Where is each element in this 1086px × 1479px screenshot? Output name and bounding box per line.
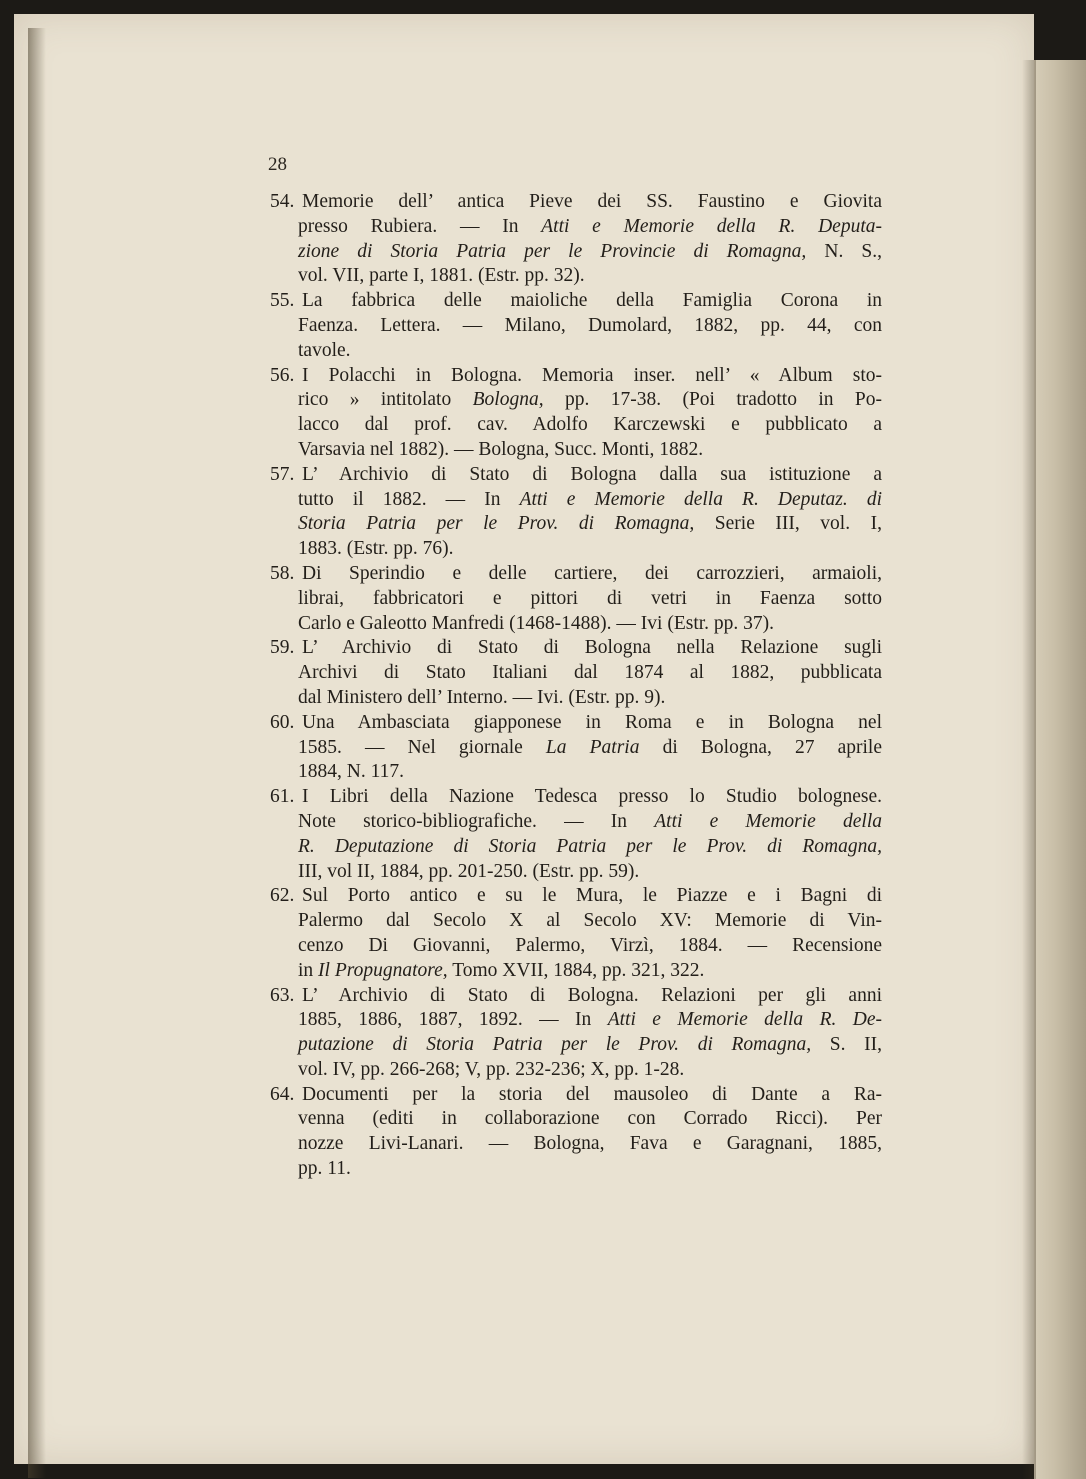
binding-shadow <box>28 28 46 1478</box>
entry-line: 1585. — Nel giornale La Patria di Bologna, 27 aprile <box>298 736 882 758</box>
entry-line: in Il Propugnatore, Tomo XVII, 1884, pp. 321, 322. <box>298 959 705 981</box>
entry-line: venna (editi in collaborazione con Corrado Ricci). Per <box>298 1108 882 1130</box>
bibliography-entry <box>270 711 882 785</box>
entry-number: 60. <box>270 711 295 733</box>
italic-title: Atti e Memorie della <box>654 810 883 832</box>
entry-text <box>298 562 882 636</box>
italic-title: Atti e Memorie della R. Deputa- <box>541 215 882 237</box>
entry-line: putazione di Storia Patria per le Prov. di Romagna, S. II, <box>298 1034 882 1056</box>
italic-title: zione di Storia Patria per le Provincie di Romagna, <box>298 240 807 262</box>
entry-line: Di Sperindio e delle cartiere, dei carrozzieri, armaioli, <box>302 562 882 584</box>
entry-line: tavole. <box>298 339 351 361</box>
entry-line: Varsavia nel 1882). — Bologna, Succ. Monti, 1882. <box>298 438 704 460</box>
bibliography-entry <box>270 190 882 289</box>
entry-line <box>298 835 882 860</box>
entry-line: Memorie dell’ antica Pieve dei SS. Faustino e Giovita <box>302 191 882 212</box>
bibliography-entry <box>270 1083 882 1182</box>
entry-line: Documenti per la storia del mausoleo di Dante a Ra- <box>302 1083 882 1105</box>
entry-number: 64. <box>270 1083 295 1105</box>
entry-line: Archivi di Stato Italiani dal 1874 al 1882, pubblicata <box>298 662 882 684</box>
entry-line: L’ Archivio di Stato di Bologna dalla sua istituzione a <box>302 463 882 485</box>
page-number: 28 <box>268 154 287 175</box>
entry-text <box>298 636 882 710</box>
entry-line: librai, fabbricatori e pittori di vetri in Faenza sotto <box>298 587 882 609</box>
entry-line: rico » intitolato Bologna, pp. 17-38. (Poi tradotto in Po- <box>298 389 882 411</box>
entry-line: dal Ministero dell’ Interno. — Ivi. (Estr. pp. 9). <box>298 686 666 708</box>
page-edge-shadow <box>1022 60 1036 1479</box>
entry-line: 1884, N. 117. <box>298 761 404 783</box>
entry-text <box>298 463 882 562</box>
entry-text <box>298 1083 882 1182</box>
entry-number: 61. <box>270 786 295 808</box>
entry-line: tutto il 1882. — In Atti e Memorie della R. Deputaz. di <box>298 488 882 510</box>
entry-line: Palermo dal Secolo X al Secolo XV: Memorie di Vin- <box>298 910 882 932</box>
entry-line: zione di Storia Patria per le Provincie di Romagna, N. S., <box>298 240 882 262</box>
italic-title: Storia Patria per le Prov. di Romagna, <box>298 513 695 535</box>
bibliography-entry <box>270 289 882 363</box>
entry-number: 63. <box>270 984 295 1006</box>
italic-title: Atti e Memorie della R. De- <box>607 1009 882 1031</box>
entry-line: Una Ambasciata giapponese in Roma e in Bologna nel <box>302 711 882 733</box>
entry-text <box>298 711 882 785</box>
entry-number: 57. <box>270 463 295 485</box>
entry-text <box>298 190 882 289</box>
italic-title: Bologna, <box>472 389 544 411</box>
entry-line: Note storico-bibliografiche. — In Atti e Memorie della <box>298 810 883 832</box>
entry-line: Storia Patria per le Prov. di Romagna, Serie III, vol. I, <box>298 513 882 535</box>
bibliography-entry <box>270 364 882 463</box>
entry-line: Sul Porto antico e su le Mura, le Piazze e i Bagni di <box>302 885 882 907</box>
bibliography-entry <box>270 636 882 710</box>
entry-line: L’ Archivio di Stato di Bologna nella Relazione sugli <box>302 637 882 659</box>
entry-text <box>298 364 882 463</box>
entry-line: L’ Archivio di Stato di Bologna. Relazioni per gli anni <box>302 984 882 1006</box>
bibliography-entry <box>270 463 882 562</box>
italic-title: La Patria <box>545 736 640 758</box>
entry-line: 1883. (Estr. pp. 76). <box>298 538 454 560</box>
italic-title: Il Propugnatore, <box>318 959 448 981</box>
entry-line: La fabbrica delle maioliche della Famiglia Corona in <box>302 290 882 312</box>
entry-number: 59. <box>270 637 295 659</box>
bibliography-entry <box>270 785 882 884</box>
italic-title: R. Deputazione di Storia Patria per le Prov. di Romagna, <box>298 835 882 857</box>
entry-text <box>298 984 882 1083</box>
entry-line: III, vol II, 1884, pp. 201-250. (Estr. pp. 59). <box>298 860 640 882</box>
entry-line: 1885, 1886, 1887, 1892. — In Atti e Memorie della R. De- <box>298 1009 882 1031</box>
entry-line: Faenza. Lettera. — Milano, Dumolard, 1882, pp. 44, con <box>298 314 882 336</box>
entry-line: pp. 11. <box>298 1158 351 1180</box>
entry-line: presso Rubiera. — In Atti e Memorie della R. Deputa- <box>298 215 882 237</box>
entry-line: I Polacchi in Bologna. Memoria inser. nell’ « Album sto- <box>302 364 882 386</box>
book-page-edge <box>1034 60 1086 1479</box>
entry-number: 54. <box>270 191 295 212</box>
entry-line: cenzo Di Giovanni, Palermo, Virzì, 1884. — Recensione <box>298 934 882 956</box>
entry-text <box>298 289 882 363</box>
bibliography-list <box>270 190 882 1182</box>
entry-line: vol. IV, pp. 266-268; V, pp. 232-236; X, pp. 1-28. <box>298 1058 685 1080</box>
entry-number: 62. <box>270 885 295 907</box>
bibliography-entry <box>270 884 882 983</box>
italic-title: putazione di Storia Patria per le Prov. di Romagna, <box>298 1034 812 1056</box>
bibliography-entry <box>270 562 882 636</box>
entry-line: Carlo e Galeotto Manfredi (1468-1488). — Ivi (Estr. pp. 37). <box>298 612 775 634</box>
bibliography-entry <box>270 984 882 1083</box>
entry-number: 55. <box>270 290 295 312</box>
entry-line: I Libri della Nazione Tedesca presso lo Studio bolognese. <box>302 786 882 808</box>
entry-number: 58. <box>270 562 295 584</box>
entry-text <box>298 884 882 983</box>
entry-number: 56. <box>270 364 295 386</box>
italic-title: Atti e Memorie della R. Deputaz. di <box>519 488 882 510</box>
entry-line: nozze Livi-Lanari. — Bologna, Fava e Garagnani, 1885, <box>298 1133 882 1155</box>
entry-line: vol. VII, parte I, 1881. (Estr. pp. 32). <box>298 265 585 287</box>
entry-line: lacco dal prof. cav. Adolfo Karczewski e pubblicato a <box>298 414 882 436</box>
entry-text <box>298 785 883 884</box>
